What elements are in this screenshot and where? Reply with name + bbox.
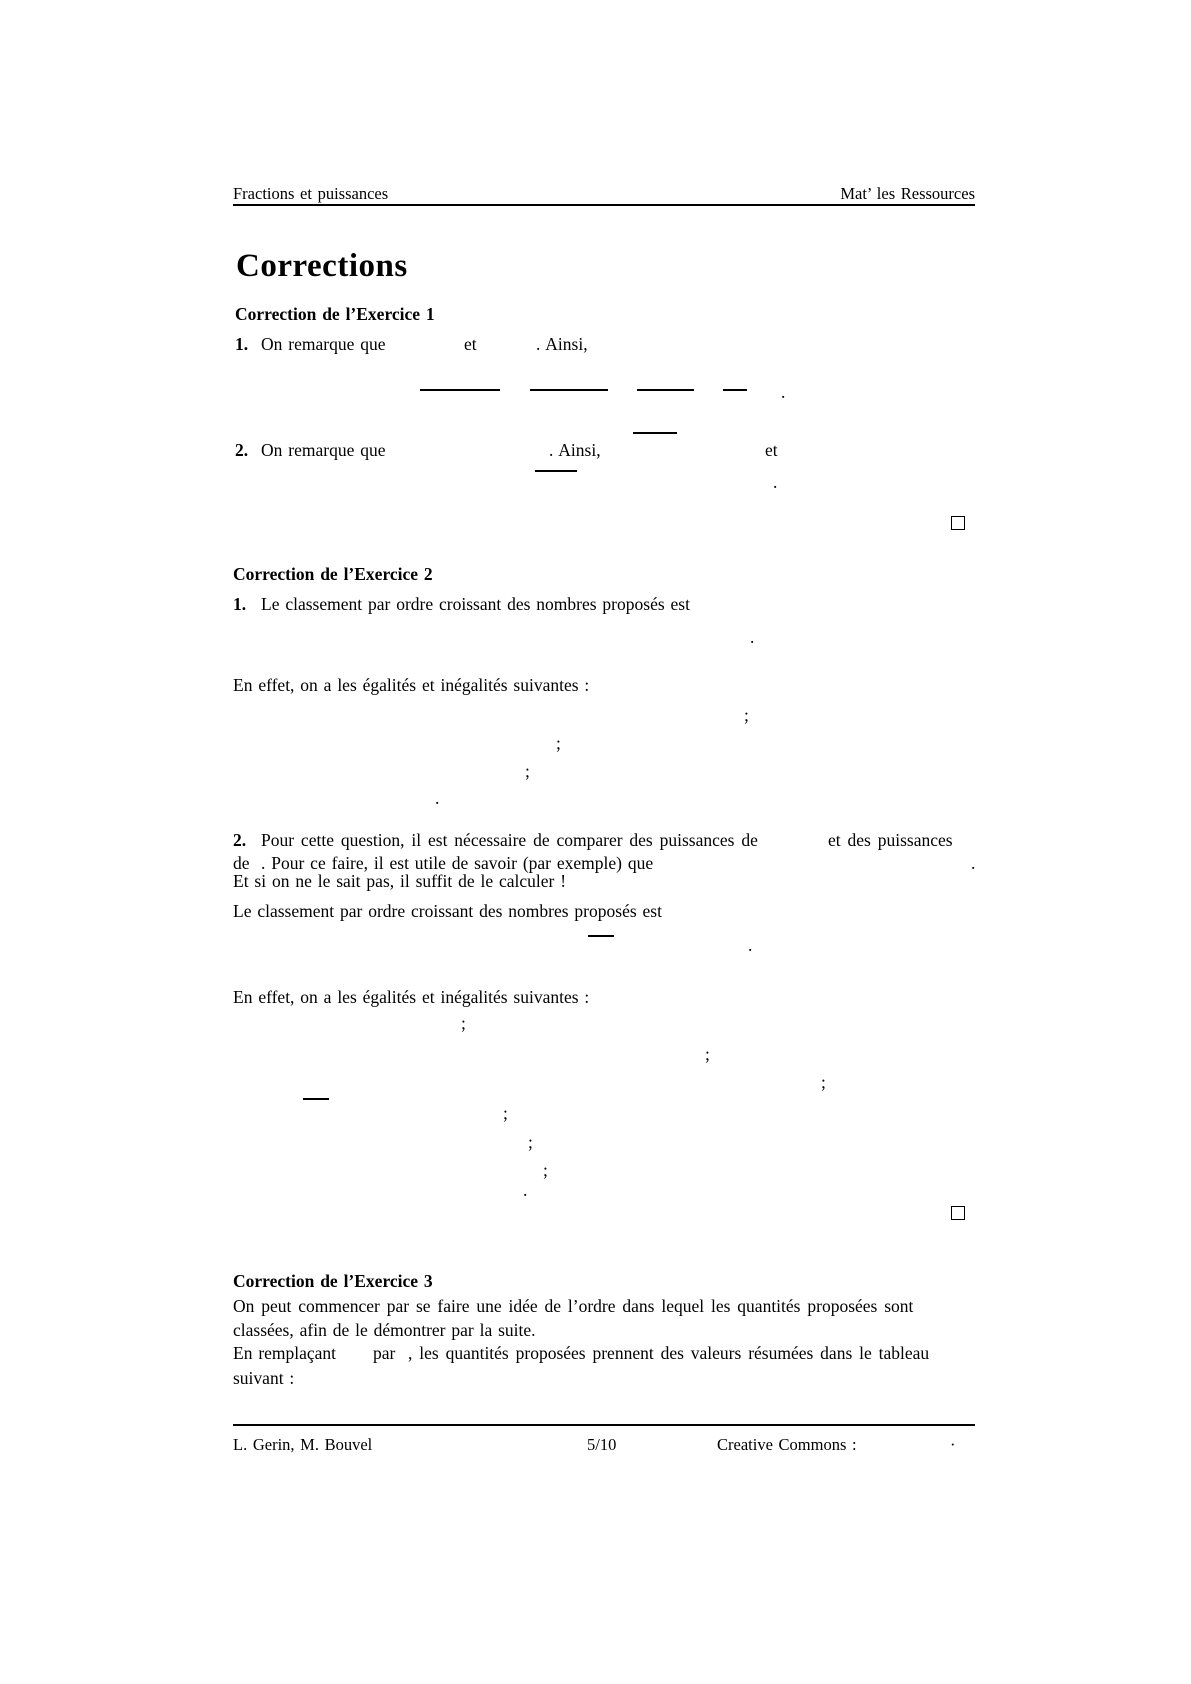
- item-text: Le classement par ordre croissant des nombres proposés est: [261, 594, 690, 614]
- item-text: . Ainsi,: [549, 440, 601, 460]
- item-number: 2.: [233, 830, 247, 850]
- paragraph-fragment: , les quantités proposées prennent des valeurs résumées dans le tableau: [408, 1343, 930, 1363]
- item-text: On remarque que: [261, 334, 386, 354]
- math-period: .: [750, 627, 755, 647]
- item-text: de: [233, 853, 250, 873]
- en-effet-text: En effet, on a les égalités et inégalités suivantes :: [233, 987, 590, 1007]
- math-semicolon: ;: [528, 1132, 533, 1152]
- math-semicolon: ;: [503, 1103, 508, 1123]
- fraction-bar: [637, 389, 694, 391]
- item-text: On remarque que: [261, 440, 386, 460]
- math-semicolon: ;: [705, 1044, 710, 1064]
- item-text: et: [765, 440, 778, 460]
- item-number: 1.: [233, 594, 247, 614]
- header-rule: [233, 204, 975, 206]
- item-text: Pour cette question, il est nécessaire de comparer des puissances de: [261, 830, 758, 850]
- item-text: . Ainsi,: [536, 334, 588, 354]
- math-period: .: [773, 472, 778, 492]
- item-number: 1.: [235, 334, 249, 354]
- math-period: .: [435, 788, 440, 808]
- item-text: . Pour ce faire, il est utile de savoir (par exemple) que: [261, 853, 654, 873]
- fraction-bar: [303, 1098, 329, 1100]
- item-text: et: [464, 334, 477, 354]
- footer-rule: [233, 1424, 975, 1426]
- page-title: Corrections: [236, 248, 408, 284]
- math-semicolon: ;: [461, 1013, 466, 1033]
- qed-square: [951, 516, 965, 530]
- footer-license-dot: ·: [950, 1435, 956, 1454]
- math-semicolon: ;: [821, 1072, 826, 1092]
- item-number: 2.: [235, 440, 249, 460]
- header-right: Mat’ les Ressources: [840, 184, 975, 203]
- paragraph-fragment: En remplaçant: [233, 1343, 337, 1363]
- paragraph-fragment: par: [373, 1343, 396, 1363]
- math-semicolon: ;: [556, 733, 561, 753]
- item-text: Le classement par ordre croissant des nombres proposés est: [233, 901, 662, 921]
- en-effet-text: En effet, on a les égalités et inégalités suivantes :: [233, 675, 590, 695]
- math-period: .: [523, 1180, 528, 1200]
- math-semicolon: ;: [744, 705, 749, 725]
- paragraph-line: On peut commencer par se faire une idée de l’ordre dans lequel les quantités proposées sont: [233, 1296, 914, 1316]
- fraction-bar: [588, 935, 614, 937]
- qed-square: [951, 1206, 965, 1220]
- fraction-bar: [530, 389, 608, 391]
- math-period: .: [971, 853, 976, 873]
- item-text: et des puissances: [828, 830, 953, 850]
- fraction-bar: [535, 470, 577, 472]
- paragraph-line: classées, afin de le démontrer par la suite.: [233, 1320, 536, 1340]
- footer-authors: L. Gerin, M. Bouvel: [233, 1435, 373, 1454]
- header-left: Fractions et puissances: [233, 184, 389, 203]
- fraction-bar: [723, 389, 747, 391]
- math-period: .: [781, 382, 786, 402]
- item-text: Et si on ne le sait pas, il suffit de le calculer !: [233, 871, 567, 891]
- math-semicolon: ;: [543, 1160, 548, 1180]
- fraction-bar: [633, 432, 677, 434]
- fraction-bar: [420, 389, 500, 391]
- exercise2-heading: Correction de l’Exercice 2: [233, 564, 433, 584]
- exercise1-heading: Correction de l’Exercice 1: [235, 304, 435, 324]
- footer-page-number: 5/10: [587, 1435, 617, 1454]
- footer-license: Creative Commons :: [717, 1435, 857, 1454]
- paragraph-line: suivant :: [233, 1368, 295, 1388]
- exercise3-heading: Correction de l’Exercice 3: [233, 1271, 433, 1291]
- math-semicolon: ;: [525, 761, 530, 781]
- math-period: .: [748, 935, 753, 955]
